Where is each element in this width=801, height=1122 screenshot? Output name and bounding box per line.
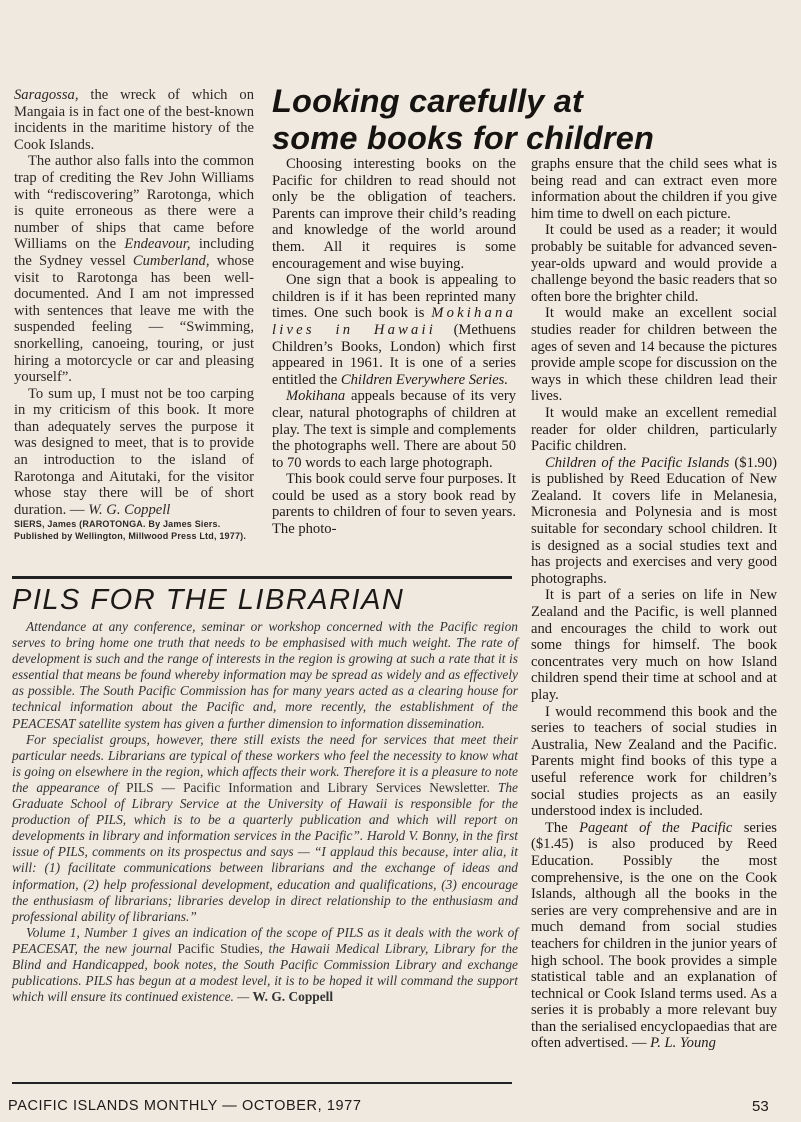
right-paragraph-8-text-b: series ($1.45) is also produced by Reed Education. Possibly the most comprehensive, is the one on the Cook Islands, although all the books in the series are very comprehensive and are in much demand from social studies teachers for children in the junior years of high school. The book provides a simple statistical table and an explanation of technical or Cook Island terms used. As a series it is probably a more relevant buy than the serialised encyclopaedias that are often advertised. — xyxy=(531,819,777,1052)
middle-paragraph-4: This book could serve four purposes. It could be used as a story book read by parents to children of four to seven years. The photo- xyxy=(272,471,516,538)
right-paragraph-1: graphs ensure that the child sees what is being read and can extract even more information about the children if you give him time to dwell on each picture. xyxy=(531,156,777,222)
left-paragraph-2-text-c: whose visit to Rarotonga has been well-documented. And I am not impressed with sentences that leave me with the suspended feeling — “Swimming, snorkelling, canoeing, touring, or just hiring a motorcycle or car and pleasing yourself”. xyxy=(14,252,254,386)
middle-paragraph-2-text-a: One sign that a book is appealing to children is if it has been reprinted many times. One such book is xyxy=(272,272,516,322)
left-paragraph-1 xyxy=(14,87,254,153)
pils-paragraph-3-text-b: the Hawaii Medical Library, Library for the Blind and Handicapped, book notes, the South Pacific Commission Library and exchange publications. PILS has begun at a modest level, it is to be hoped it will command the support which will ensure its continued existence. — xyxy=(12,940,518,1005)
pils-title: PILS FOR THE LIBRARIAN xyxy=(12,584,405,616)
pils-article xyxy=(12,619,518,1005)
left-paragraph-3 xyxy=(14,386,254,519)
pils-paragraph-1 xyxy=(12,619,518,732)
pils-paragraph-2-text-b: The Graduate School of Library Service at the University of Hawaii is responsible for the production of PILS, which is to be a quarterly publication and which will report on developments in library and information services in the Pacific”. Harold V. Bonny, in the first issue of PILS, comments on its prospectus and says — “I applaud this because, inter alia, it will: (1) facilitate communications between librarians and the exchange of ideas and information, (2) help professional development, education and qualifications, (3) encourage the enthusiasm of librarians; libraries develop in direct relationship to the enthusiasm and professional ability of librarians.” xyxy=(12,779,518,924)
series-title: Children Everywhere Series. xyxy=(340,371,509,388)
right-paragraph-2: It could be used as a reader; it would probably be suitable for advanced seven-year-olds upward and would provide a challenge beyond the basic readers that so often bore the brighter child. xyxy=(531,222,777,305)
middle-column xyxy=(272,156,516,538)
right-column xyxy=(531,156,777,1052)
right-paragraph-4: It would make an excellent remedial reader for older children, particularly Pacific children. xyxy=(531,404,777,455)
middle-paragraph-3 xyxy=(272,388,516,471)
pils-newsletter-name: PILS — Pacific Information and Library Services Newsletter. xyxy=(126,779,490,795)
left-column xyxy=(14,87,254,542)
pils-bottom-rule xyxy=(12,1082,512,1084)
book-title-children-pacific: Children of the Pacific Islands xyxy=(545,454,730,471)
headline-line-1: Looking carefully at xyxy=(272,83,584,119)
book-title-mokihana: Mokihana lives in Hawaii xyxy=(272,305,516,338)
journal-name: Pacific Studies, xyxy=(177,940,263,956)
right-paragraph-8 xyxy=(531,820,777,1052)
right-paragraph-6: It is part of a series on life in New Zealand and the Pacific, is well planned and encourages the child to work out some things for himself. The book concentrates very much on how Island children spend their time at school and at play. xyxy=(531,587,777,703)
pils-signature: W. G. Coppell xyxy=(252,989,334,1005)
middle-paragraph-1: Choosing interesting books on the Pacific for children to read should not only be the obligation of teachers. Parents can improve their child’s reading and knowledge of the world around them. All it requires is some encouragement and wise buying. xyxy=(272,156,516,272)
middle-paragraph-2 xyxy=(272,272,516,388)
pils-paragraph-3 xyxy=(12,925,518,1005)
left-paragraph-2 xyxy=(14,153,254,385)
page-number: 53 xyxy=(752,1098,769,1115)
pils-paragraph-2 xyxy=(12,732,518,925)
book-title-short: Mokihana xyxy=(286,388,346,405)
right-paragraph-5 xyxy=(531,455,777,588)
pils-paragraph-3-text-a: Volume 1, Number 1 gives an indication of the scope of PILS as it deals with the work of PEACESAT, the new journal xyxy=(12,924,518,956)
left-paragraph-1-text: the wreck of which on Mangaia is in fact one of the best-known incidents in the maritime history of the Cook Islands. xyxy=(14,87,254,153)
book-title-pageant: Pageant of the Pacific xyxy=(579,819,733,836)
reviewer-signature-young: P. L. Young xyxy=(650,1035,716,1052)
left-paragraph-2-text-b: including the Sydney vessel xyxy=(14,236,254,269)
right-paragraph-3: It would make an excellent social studies reader for children between the ages of seven and 14 because the pictures provide ample scope for discussion on the ways in which these children lead their lives. xyxy=(531,305,777,405)
left-paragraph-2-text-a: The author also falls into the common trap of crediting the Rev John Williams with “rediscovering” Rarotonga, which is quite erroneous as there were a number of ships that came before Williams on the xyxy=(14,153,254,253)
pils-paragraph-1-text: Attendance at any conference, seminar or workshop concerned with the Pacific region serves to bring home one truth that needs to be emphasised with much weight. The rate of development is such and the range of interests in the region is growing at such a rate that it is essential that means be found whereby information may be spread as widely and as effectively as possible. The South Pacific Commission has for many years acted as a clearing house for technical information about the Pacific and, more recently, the establishment of the PEACESAT satellite system has given a further dimension to information dissemination. xyxy=(12,619,518,731)
ship-name: Saragossa, xyxy=(14,87,79,103)
right-paragraph-8-text-a: The xyxy=(545,819,580,836)
right-paragraph-7: I would recommend this book and the series to teachers of social studies in Australia, New Zealand and the Pacific. Parents might find books of this type a useful reference work for children’s social studies projects as an easily understood index is included. xyxy=(531,703,777,820)
pils-top-rule xyxy=(12,576,512,579)
left-paragraph-3-text: To sum up, I must not be too carping in my criticism of this book. It more than adequately serves the purpose it was designed to meet, that is to provide an introduction to the island of Rarotonga and Aitutaki, for the visitor whose stay there will be of short duration. — xyxy=(14,385,254,518)
middle-paragraph-2-text-b: (Methuens Children’s Books, London) which first appeared in 1961. It is one of a series entitled the xyxy=(272,321,516,388)
book-credit: SIERS, James (RAROTONGA. By James Siers. Published by Wellington, Millwood Press Ltd, 1977). xyxy=(14,519,247,542)
reviewer-signature: W. G. Coppell xyxy=(88,501,171,518)
ship-name-endeavour: Endeavour, xyxy=(124,236,191,253)
ship-name-cumberland: Cumberland, xyxy=(132,252,210,269)
middle-paragraph-3-text: appeals because of its very clear, natural photographs of children at play. The text is simple and complements the photographs well. There are about 50 to 70 words to each large photograph. xyxy=(272,388,516,471)
right-paragraph-5-text: ($1.90) is published by Reed Education of New Zealand. It covers life in Melanesia, Micronesia and Polynesia and is most suitable for secondary school children. It is designed as a social studies text and has projects and exercises and very good photographs. xyxy=(531,454,777,587)
headline-line-2: some books for children xyxy=(272,120,655,156)
pils-paragraph-2-text-a: For specialist groups, however, there still exists the need for services that meet their particular needs. Librarians are typical of these workers who feel the necessity to know what is going on elsewhere in the region, which affects their work. Therefore it is a pleasure to note the appearance of xyxy=(12,731,518,795)
footer-publication: PACIFIC ISLANDS MONTHLY — OCTOBER, 1977 xyxy=(8,1098,362,1114)
article-headline xyxy=(272,83,772,157)
